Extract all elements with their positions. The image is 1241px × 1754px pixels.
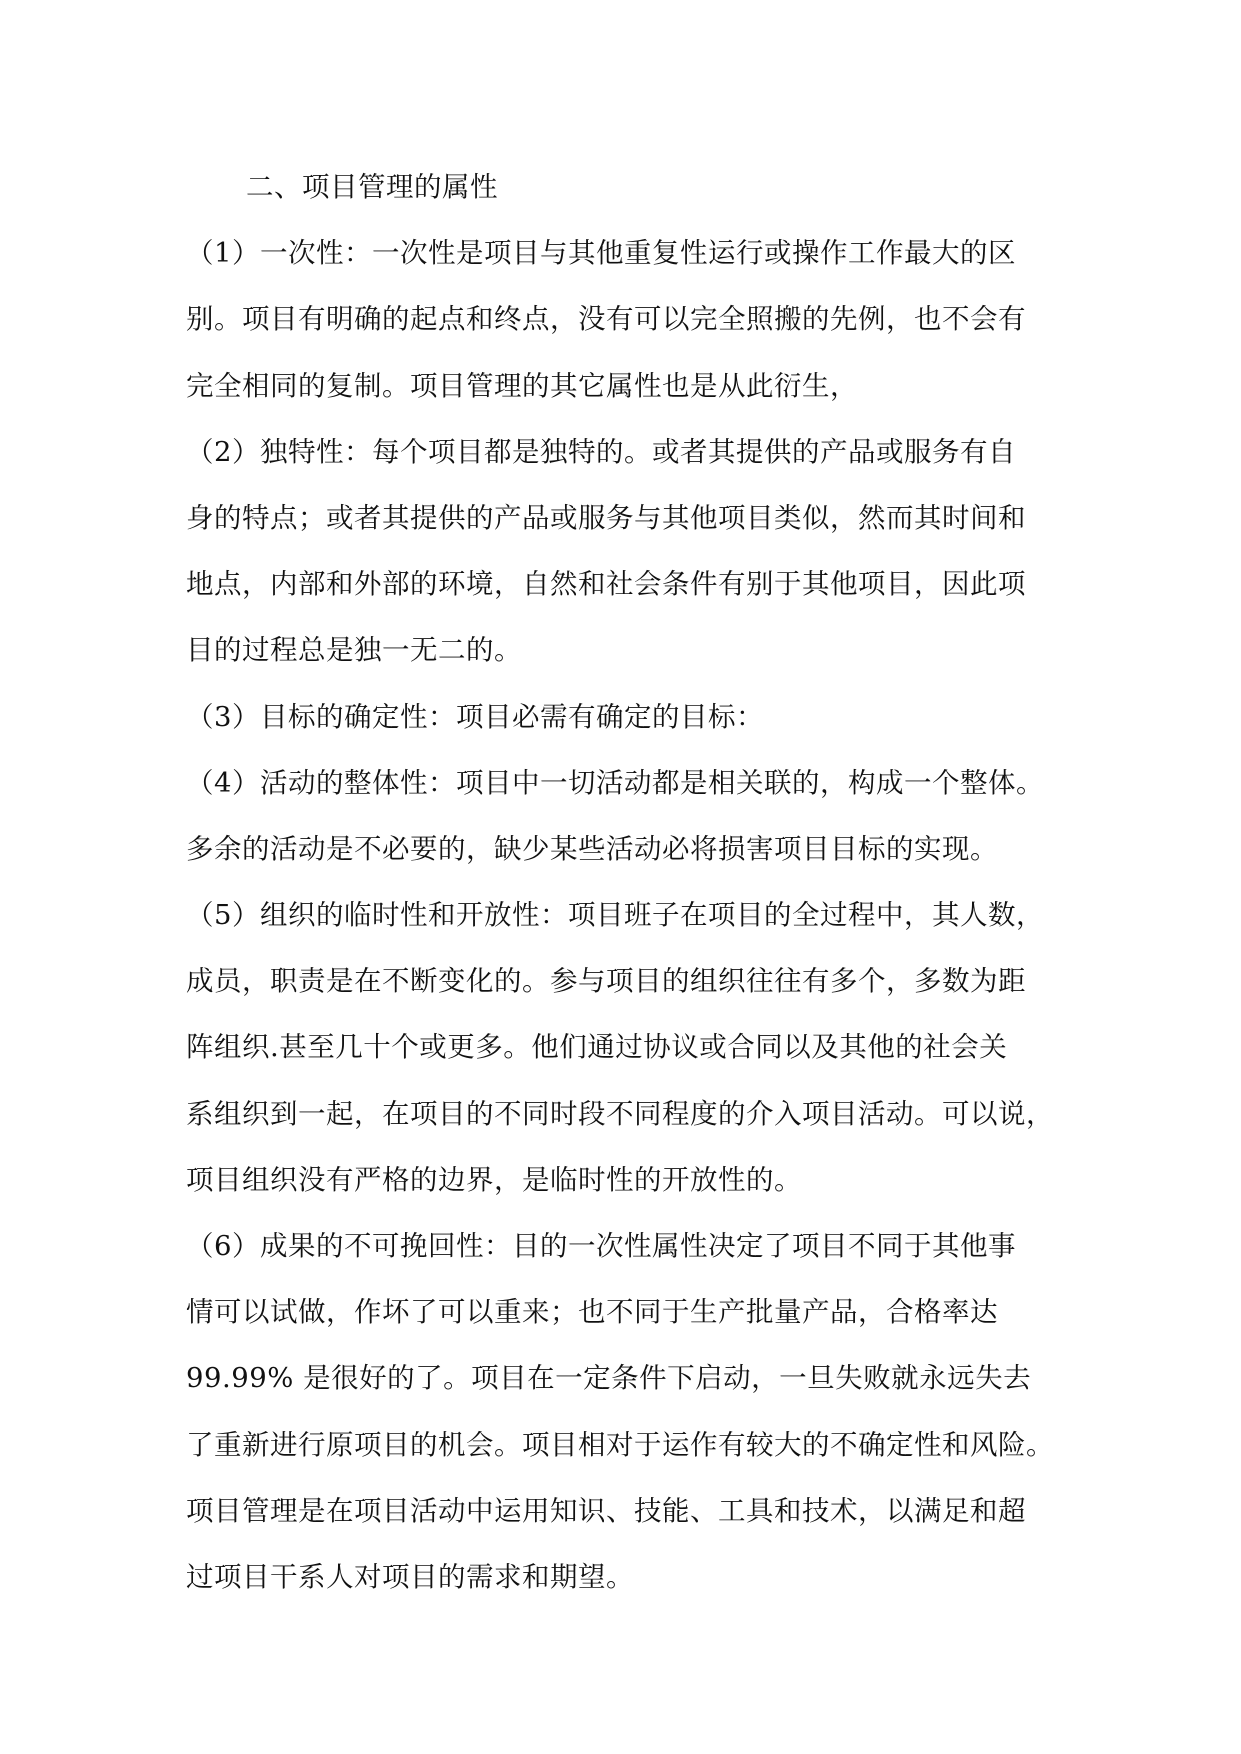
body-line: 99.99% 是很好的了。项目在一定条件下启动，一旦失败就永远失去 (186, 1362, 1032, 1395)
body-line: （5）组织的临时性和开放性：项目班子在项目的全过程中，其人数， (186, 899, 1044, 932)
body-line: 多余的活动是不必要的，缺少某些活动必将损害项目目标的实现。 (186, 832, 998, 865)
body-line: 了重新进行原项目的机会。项目相对于运作有较大的不确定性和风险。 (186, 1428, 1054, 1461)
body-line: 项目管理是在项目活动中运用知识、技能、工具和技术，以满足和超 (186, 1494, 1026, 1527)
body-line: 过项目干系人对项目的需求和期望。 (186, 1560, 634, 1593)
body-line: 身的特点；或者其提供的产品或服务与其他项目类似，然而其时间和 (186, 501, 1026, 534)
body-line: （4）活动的整体性：项目中一切活动都是相关联的，构成一个整体。 (186, 766, 1044, 799)
body-line: （6）成果的不可挽回性：目的一次性属性决定了项目不同于其他事 (186, 1230, 1016, 1262)
body-line: 完全相同的复制。项目管理的其它属性也是从此衍生， (186, 369, 858, 402)
body-line: 别。项目有明确的起点和终点，没有可以完全照搬的先例，也不会有 (186, 303, 1026, 336)
document-body (186, 154, 1056, 1610)
body-line: 地点，内部和外部的环境，自然和社会条件有别于其他项目，因此项 (186, 568, 1026, 601)
body-line: 系组织到一起，在项目的不同时段不同程度的介入项目活动。可以说， (186, 1097, 1054, 1130)
section-heading: 二、项目管理的属性 (246, 171, 498, 203)
body-line: 项目组织没有严格的边界，是临时性的开放性的。 (186, 1163, 802, 1196)
body-line: 成员，职责是在不断变化的。参与项目的组织往往有多个，多数为距 (186, 965, 1026, 998)
body-line: 目的过程总是独一无二的。 (186, 634, 522, 667)
body-line: （1）一次性：一次性是项目与其他重复性运行或操作工作最大的区 (186, 237, 1016, 270)
body-line: （3）目标的确定性：项目必需有确定的目标： (186, 700, 764, 733)
body-line: 阵组织.甚至几十个或更多。他们通过协议或合同以及其他的社会关 (186, 1031, 1008, 1064)
body-line: （2）独特性：每个项目都是独特的。或者其提供的产品或服务有自 (186, 435, 1016, 468)
body-line: 情可以试做，作坏了可以重来；也不同于生产批量产品，合格率达 (186, 1296, 998, 1329)
